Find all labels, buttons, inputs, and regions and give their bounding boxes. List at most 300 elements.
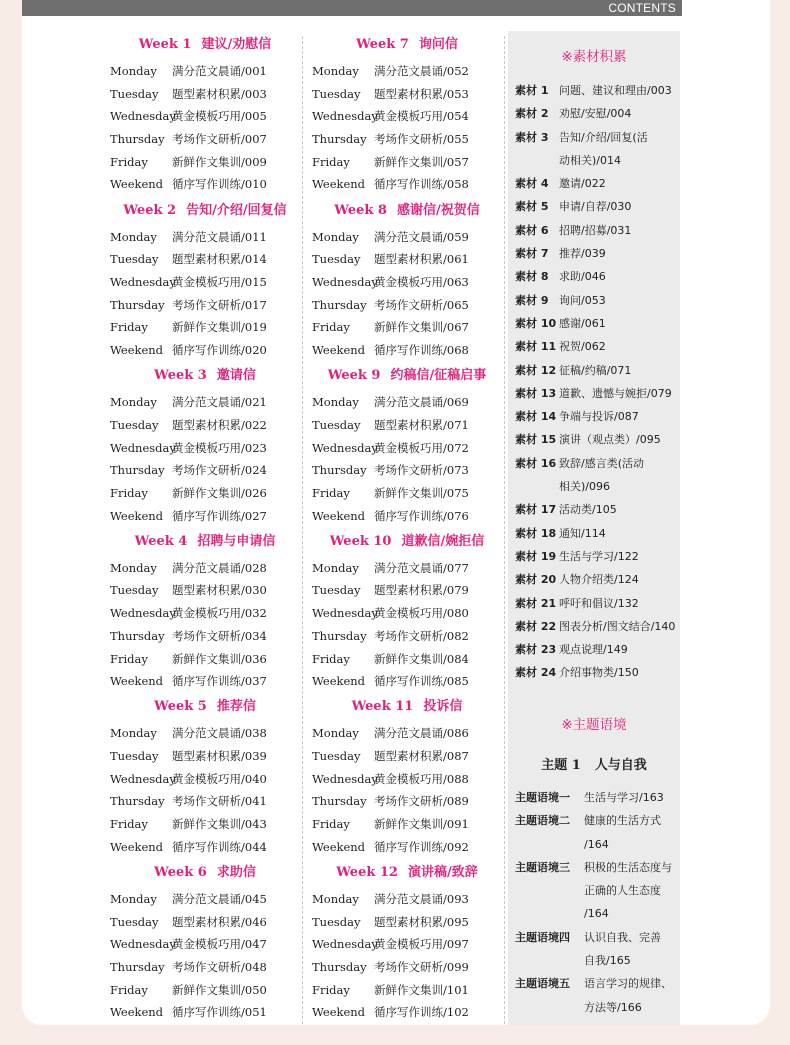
material-label: 素材 7 [515, 247, 549, 261]
day-label: Monday [110, 64, 157, 78]
material-line: 征稿/约稿/071 [559, 363, 632, 377]
task-entry: 新鲜作文集训/026 [172, 485, 267, 500]
day-label: Monday [312, 560, 359, 575]
day-label: Weekend [110, 343, 164, 358]
task-entry: 满分范文晨诵/045 [172, 891, 267, 906]
day-label: Thursday [312, 132, 367, 147]
material-text [559, 102, 683, 125]
day-label: Weekend [312, 1005, 366, 1020]
day-row [110, 437, 300, 460]
material-line: 招聘/招募/031 [559, 223, 632, 237]
task-entry: 考场作文研析/007 [172, 132, 267, 147]
week-block [312, 864, 502, 1025]
material-item [515, 452, 683, 499]
task-entry: 题型素材积累/030 [172, 583, 267, 598]
context-item [515, 809, 680, 856]
day-row [110, 888, 300, 911]
week-number: Week 1 [138, 37, 192, 52]
week-topic: 约稿信/征稿启事 [390, 368, 487, 384]
material-item [515, 545, 683, 568]
task-entry: 黄金模板巧用/063 [374, 274, 469, 289]
material-line: 观点说理/149 [559, 643, 628, 657]
context-label: 主题语境二 [515, 814, 570, 828]
day-row [110, 294, 300, 317]
task-entry: 新鲜作文集训/036 [172, 651, 267, 666]
task-entry: 黄金模板巧用/005 [172, 109, 267, 124]
day-label: Wednesday [110, 771, 176, 786]
day-label: Friday [110, 651, 148, 666]
day-row [312, 1001, 502, 1024]
context-line: 正确的人生态度 [584, 884, 661, 898]
week-title [110, 36, 300, 60]
week-topic: 建议/劝慰信 [201, 37, 272, 52]
task-entry: 考场作文研析/065 [374, 297, 469, 312]
material-text [559, 195, 683, 218]
task-entry: 新鲜作文集训/084 [374, 651, 469, 666]
task-entry: 题型素材积累/079 [374, 583, 469, 598]
material-item [515, 265, 683, 288]
day-label: Weekend [312, 177, 366, 192]
task-entry: 满分范文晨诵/028 [172, 560, 267, 575]
day-row [110, 836, 300, 859]
task-entry: 新鲜作文集训/091 [374, 817, 469, 832]
material-item [515, 382, 683, 405]
day-label: Wednesday [110, 440, 176, 455]
week-number: Week 4 [134, 533, 188, 549]
material-label: 素材 24 [515, 666, 557, 680]
day-row [312, 579, 502, 602]
day-label: Weekend [312, 508, 366, 523]
context-line: 语言学习的规律、 [584, 977, 672, 991]
sidebar [508, 31, 680, 1025]
task-entry: 题型素材积累/022 [172, 417, 267, 432]
day-row [110, 339, 300, 362]
header-bar [22, 0, 682, 16]
day-label: Friday [110, 320, 148, 335]
material-line: 生活与学习/122 [559, 549, 639, 563]
day-label: Thursday [312, 794, 367, 809]
day-row [312, 813, 502, 836]
day-label: Monday [110, 229, 157, 244]
material-label: 素材 23 [515, 643, 557, 657]
day-row [312, 745, 502, 768]
day-label: Thursday [312, 628, 367, 643]
day-row [110, 505, 300, 528]
week-topic: 求助信 [216, 864, 256, 880]
day-row [110, 248, 300, 271]
day-label: Wednesday [110, 937, 176, 952]
week-title [312, 864, 502, 888]
material-item [515, 195, 683, 218]
week-block [110, 202, 300, 368]
day-row [312, 933, 502, 956]
day-row [110, 271, 300, 294]
day-row [312, 339, 502, 362]
day-row [312, 459, 502, 482]
day-label: Thursday [110, 960, 165, 975]
day-row [312, 226, 502, 249]
day-label: Wednesday [312, 771, 378, 786]
day-label: Tuesday [110, 417, 159, 432]
day-label: Monday [312, 229, 359, 244]
day-label: Thursday [312, 297, 367, 312]
day-label: Monday [110, 560, 157, 575]
material-line: 活动类/105 [559, 503, 617, 517]
week-title [312, 36, 502, 60]
material-text [559, 661, 683, 684]
week-title [312, 698, 502, 722]
task-entry: 满分范文晨诵/093 [374, 891, 469, 906]
day-label: Friday [312, 982, 350, 997]
material-item [515, 405, 683, 428]
week-number: Week 7 [356, 37, 409, 52]
context-line: 健康的生活方式 [584, 814, 661, 828]
context-label: 主题语境一 [515, 791, 570, 804]
material-line: 呼吁和倡议/132 [559, 596, 639, 610]
task-entry: 新鲜作文集训/057 [374, 154, 469, 169]
day-label: Thursday [110, 794, 165, 809]
material-line: 演讲（观点类）/095 [559, 433, 661, 447]
day-row [110, 226, 300, 249]
material-line: 致辞/感言类(活动 [559, 456, 644, 470]
material-item [515, 102, 683, 125]
week-title [312, 202, 502, 226]
material-text [559, 452, 683, 499]
material-label: 素材 9 [515, 293, 549, 307]
material-line: 人物介绍类/124 [559, 573, 639, 587]
material-text [559, 545, 683, 568]
task-entry: 循序写作训练/076 [374, 508, 469, 523]
day-label: Tuesday [312, 252, 361, 267]
day-row [110, 1001, 300, 1024]
day-label: Wednesday [312, 109, 378, 124]
day-label: Wednesday [312, 440, 378, 455]
day-row [110, 151, 300, 174]
day-row [110, 933, 300, 956]
task-entry: 题型素材积累/014 [172, 252, 267, 267]
day-row [312, 482, 502, 505]
task-entry: 满分范文晨诵/086 [374, 726, 469, 741]
day-row [312, 271, 502, 294]
material-label: 素材 15 [515, 433, 557, 447]
context-line: 自我/165 [584, 954, 631, 968]
task-entry: 考场作文研析/034 [172, 628, 267, 643]
day-row [312, 316, 502, 339]
week-topic: 告知/介绍/回复信 [186, 202, 287, 218]
day-row [312, 105, 502, 128]
material-label: 素材 22 [515, 619, 557, 633]
material-label: 素材 12 [515, 363, 557, 377]
task-entry: 考场作文研析/089 [374, 794, 469, 809]
day-label: Weekend [110, 177, 164, 192]
task-entry: 满分范文晨诵/038 [172, 726, 267, 741]
week-number: Week 12 [336, 864, 398, 880]
day-label: Thursday [312, 960, 367, 975]
material-text [559, 615, 683, 638]
material-line: 推荐/039 [559, 247, 606, 261]
material-item [515, 289, 683, 312]
week-block [110, 864, 300, 1025]
week-number: Week 2 [123, 202, 177, 218]
day-label: Monday [110, 891, 157, 906]
material-text [559, 592, 683, 615]
week-topic: 感谢信/祝贺信 [396, 202, 480, 218]
material-text [559, 172, 683, 195]
day-label: Friday [312, 320, 350, 335]
material-label: 素材 20 [515, 573, 557, 587]
day-label: Monday [110, 726, 157, 741]
task-entry: 题型素材积累/053 [374, 86, 469, 101]
context-text [584, 972, 680, 1019]
day-row [110, 459, 300, 482]
day-row [110, 956, 300, 979]
day-label: Monday [312, 726, 359, 741]
week-number: Week 5 [154, 699, 207, 715]
task-entry: 黄金模板巧用/032 [172, 606, 267, 621]
themes-heading: ※主题语境 [561, 717, 627, 733]
day-label: Friday [312, 485, 350, 500]
material-text [559, 638, 683, 661]
material-item [515, 592, 683, 615]
day-row [312, 956, 502, 979]
day-row [110, 482, 300, 505]
day-label: Weekend [110, 839, 164, 854]
material-item [515, 312, 683, 335]
context-text [584, 786, 680, 809]
context-label: 主题语境五 [515, 977, 570, 991]
task-entry: 循序写作训练/092 [374, 839, 469, 854]
context-label: 主题语境四 [515, 930, 570, 944]
material-line: 感谢/061 [559, 316, 606, 330]
week-block [312, 36, 502, 202]
context-item [515, 972, 680, 1019]
material-line: 道歉、遗憾与婉拒/079 [559, 386, 672, 400]
task-entry: 新鲜作文集训/050 [172, 982, 267, 997]
material-item [515, 661, 683, 684]
context-line: /164 [584, 837, 609, 851]
material-label: 素材 3 [515, 130, 549, 144]
day-row [110, 579, 300, 602]
day-row [110, 414, 300, 437]
material-text [559, 428, 683, 451]
context-text [584, 856, 680, 926]
task-entry: 题型素材积累/071 [374, 417, 469, 432]
theme-title [508, 754, 680, 773]
material-text [559, 405, 683, 428]
material-item [515, 359, 683, 382]
day-label: Tuesday [110, 749, 159, 764]
day-row [110, 790, 300, 813]
day-label: Tuesday [110, 86, 159, 101]
day-row [312, 768, 502, 791]
material-label: 素材 16 [515, 456, 557, 470]
material-text [559, 498, 683, 521]
day-row [110, 768, 300, 791]
task-entry: 考场作文研析/041 [172, 794, 267, 809]
day-label: Friday [312, 817, 350, 832]
material-text [559, 126, 683, 173]
material-line: 询问/053 [559, 293, 606, 307]
day-row [110, 625, 300, 648]
day-row [312, 173, 502, 196]
week-block [110, 367, 300, 533]
day-row [312, 625, 502, 648]
material-text [559, 382, 683, 405]
day-label: Tuesday [110, 583, 159, 598]
day-label: Thursday [110, 463, 165, 478]
contents-page [22, 0, 770, 1025]
day-label: Weekend [110, 1005, 164, 1020]
day-label: Weekend [110, 674, 164, 689]
task-entry: 循序写作训练/037 [172, 674, 267, 689]
material-item [515, 568, 683, 591]
day-label: Tuesday [312, 86, 361, 101]
weeks-column-left [110, 36, 300, 1025]
day-row [110, 745, 300, 768]
day-row [110, 83, 300, 106]
material-item [515, 428, 683, 451]
day-row [312, 979, 502, 1002]
week-number: Week 10 [329, 533, 392, 549]
material-line: 祝贺/062 [559, 340, 606, 354]
week-number: Week 3 [154, 368, 207, 384]
context-text [584, 926, 680, 973]
column-divider [504, 36, 505, 1024]
day-label: Friday [110, 485, 148, 500]
day-label: Friday [110, 154, 148, 169]
task-entry: 新鲜作文集训/067 [374, 320, 469, 335]
week-title [110, 698, 300, 722]
day-row [312, 648, 502, 671]
week-number: Week 9 [327, 368, 381, 384]
day-label: Friday [312, 651, 350, 666]
day-row [312, 391, 502, 414]
materials-heading: ※素材积累 [561, 49, 627, 65]
day-row [312, 437, 502, 460]
material-line: 通知/114 [559, 526, 606, 540]
day-row [110, 670, 300, 693]
day-row [312, 888, 502, 911]
day-label: Wednesday [110, 274, 176, 289]
task-entry: 考场作文研析/082 [374, 628, 469, 643]
contents-label: CONTENTS [608, 1, 676, 15]
day-row [312, 557, 502, 580]
day-row [110, 105, 300, 128]
week-title [110, 202, 300, 226]
task-entry: 黄金模板巧用/054 [374, 109, 469, 124]
task-entry: 满分范文晨诵/069 [374, 395, 469, 410]
material-text [559, 289, 683, 312]
task-entry: 考场作文研析/099 [374, 960, 469, 975]
material-label: 素材 19 [515, 549, 557, 563]
task-entry: 黄金模板巧用/088 [374, 771, 469, 786]
material-item [515, 615, 683, 638]
material-label: 素材 5 [515, 200, 549, 214]
day-label: Weekend [312, 839, 366, 854]
week-topic: 演讲稿/致辞 [407, 864, 478, 880]
day-label: Thursday [110, 628, 165, 643]
material-item [515, 219, 683, 242]
day-label: Tuesday [312, 914, 361, 929]
task-entry: 新鲜作文集训/019 [172, 320, 267, 335]
material-label: 素材 1 [515, 84, 549, 97]
material-item [515, 126, 683, 173]
day-label: Tuesday [312, 749, 361, 764]
task-entry: 循序写作训练/102 [374, 1005, 469, 1020]
column-divider [302, 36, 303, 1024]
context-line: 方法等/166 [584, 1000, 642, 1014]
day-label: Monday [312, 64, 359, 78]
day-row [312, 602, 502, 625]
day-row [110, 557, 300, 580]
material-label: 素材 11 [515, 340, 557, 354]
week-number: Week 8 [334, 202, 387, 218]
material-text [559, 242, 683, 265]
day-label: Weekend [110, 508, 164, 523]
context-line: 积极的生活态度与 [584, 860, 672, 874]
week-topic: 邀请信 [216, 368, 256, 384]
day-label: Wednesday [110, 606, 176, 621]
day-row [110, 911, 300, 934]
task-entry: 黄金模板巧用/072 [374, 440, 469, 455]
day-row [312, 911, 502, 934]
material-item [515, 79, 683, 102]
day-row [110, 391, 300, 414]
day-row [312, 790, 502, 813]
context-item [515, 856, 680, 926]
material-label: 素材 21 [515, 596, 557, 610]
task-entry: 题型素材积累/087 [374, 749, 469, 764]
theme-name: 人与自我 [594, 758, 647, 773]
context-line: 生活与学习/163 [584, 791, 664, 804]
day-row [110, 173, 300, 196]
contexts-list [515, 786, 680, 1019]
material-text [559, 568, 683, 591]
task-entry: 题型素材积累/061 [374, 252, 469, 267]
task-entry: 循序写作训练/085 [374, 674, 469, 689]
context-item [515, 786, 680, 809]
task-entry: 考场作文研析/017 [172, 297, 267, 312]
material-label: 素材 6 [515, 223, 549, 237]
task-entry: 满分范文晨诵/011 [172, 229, 267, 244]
day-label: Thursday [110, 297, 165, 312]
week-title [110, 864, 300, 888]
week-block [312, 367, 502, 533]
task-entry: 满分范文晨诵/052 [374, 64, 469, 78]
material-text [559, 312, 683, 335]
week-block [110, 698, 300, 864]
week-topic: 道歉信/婉拒信 [401, 533, 485, 549]
day-label: Tuesday [312, 417, 361, 432]
material-label: 素材 17 [515, 503, 557, 517]
task-entry: 黄金模板巧用/097 [374, 937, 469, 952]
material-line: 申请/自荐/030 [559, 200, 632, 214]
day-label: Tuesday [110, 914, 159, 929]
material-line: 邀请/022 [559, 177, 606, 191]
day-label: Weekend [312, 343, 366, 358]
day-label: Wednesday [110, 109, 176, 124]
week-block [312, 698, 502, 864]
day-label: Monday [312, 395, 359, 410]
day-row [110, 60, 300, 83]
material-line: 求助/046 [559, 270, 606, 284]
material-label: 素材 18 [515, 526, 557, 540]
task-entry: 循序写作训练/051 [172, 1005, 267, 1020]
task-entry: 满分范文晨诵/001 [172, 64, 267, 78]
day-label: Friday [110, 982, 148, 997]
week-title [110, 533, 300, 557]
day-row [110, 813, 300, 836]
